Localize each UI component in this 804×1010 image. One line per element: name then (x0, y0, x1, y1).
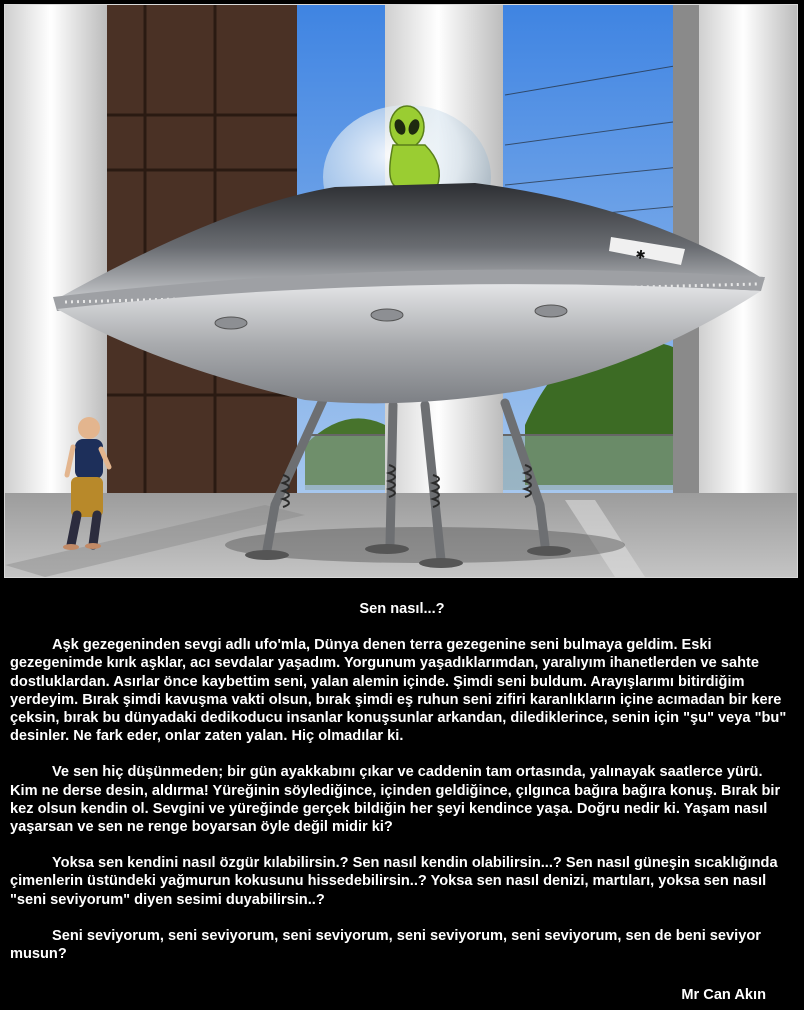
poem-title: Sen nasıl...? (359, 601, 445, 617)
poem-text (10, 600, 794, 981)
poem-paragraph-1: Aşk gezegeninden sevgi adlı ufo'mla, Dünya denen terra gezegenine seni bulmaya geldim. Eski gezegenimde kırık aşklar, acı sevdalar yaşadım. Yorgunum yaşadıklarımdan, yaralıyım ihanetlerden ve sahte dostluklardan. Asırlar önce kaybettim seni, yalan alemin içinde. Şimdi seni buldum. Arayışlarımı bitirdiğim yerdeyim. Bırak şimdi kavuşma vakti olsun, bırak şimdi eş ruhun seni zifiri karanlıkların içine acımadan bir kere çeksin, bırak bu dünyadaki dedikoducu insanlar konuşsunlar arkandan, dilediklerince, senin için "şu" veya "bu" desinler. Ne fark eder, onlar zaten yalan. Hiç olmadılar ki. (10, 637, 787, 745)
ufo-scene-illustration (5, 5, 797, 577)
poem-paragraph-3: Yoksa sen kendini nasıl özgür kılabilirsin.? Sen nasıl kendin olabilirsin...? Sen nasıl güneşin sıcaklığında çimenlerin üstündeki yağmurun kokusunu hissedebilirsin..? Yoksa sen nasıl denizi, martıları, yoksa sen nasıl "seni seviyorum" diyen sesimi duyabilirsin..? (10, 855, 778, 908)
poem-paragraph-2: Ve sen hiç düşünmeden; bir gün ayakkabını çıkar ve caddenin tam ortasında, yalınayak saatlerce yürü. Kim ne derse desin, aldırma! Yüreğinin söylediğince, içinden geldiğince, çılgınca bağıra bağıra konuş. Bırak bir kez olsun kendin ol. Sevgini ve yüreğinde gerçek bildiğin her şeyi kendince yaşa. Doğru nedir ki. Yaşam nasıl yaşarsan ve sen ne renge boyarsan öyle değil midir ki? (10, 764, 781, 836)
svg-text:✱: ✱ (634, 247, 647, 263)
poem-paragraph-4: Seni seviyorum, seni seviyorum, seni seviyorum, seni seviyorum, seni seviyorum, sen de beni seviyor musun? (10, 927, 761, 963)
ufo-photo (4, 4, 798, 578)
author-signature: Mr Can Akın (681, 987, 766, 1003)
